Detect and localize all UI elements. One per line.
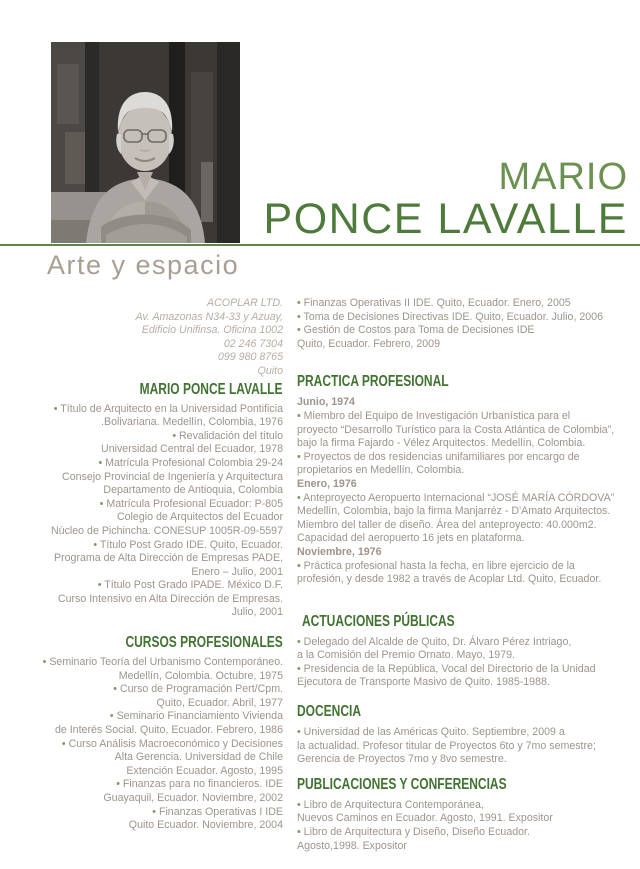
publications-list [297,799,640,853]
text-line: .Bolivariana. Medellín, Colombia, 1976 [101,416,283,429]
section-heading-row [30,634,283,652]
bullet-icon: • [297,450,304,463]
bullet-icon: • [297,409,304,422]
text-line: • Título de Arquitecto en la Universidad Pontificia [53,402,284,415]
public-roles-list [297,636,640,690]
section-heading-row [30,381,283,399]
bullet-icon: • [98,456,106,469]
text-line: Quito, Ecuador. Febrero, 2009 [297,337,440,350]
text-line: • Miembro del Equipo de Investigación Urbanística para el [297,409,571,422]
date-line: Enero, 1976 [297,477,357,490]
bullet-icon: • [297,635,304,648]
text-line: • Delegado del Alcalde de Quito, Dr. Álvaro Pérez Intriago, [297,635,572,648]
bullet-icon: • [297,297,304,309]
portrait-photo [51,42,240,243]
text-line: 02 246 7304 [223,337,283,350]
text-line: Departamento de Antioquia, Colombia [103,484,284,497]
tagline: Arte y espacio [47,250,240,280]
text-line: ACOPLAR LTD. [207,297,283,309]
text-line: Agosto,1998. Expositor [297,839,407,852]
portrait-photo-image [51,42,240,243]
bullet-icon: • [172,429,180,442]
text-line: Capacidad del aeropuerto 16 jets en plataforma. [297,532,525,545]
text-line: Extención Ecuador. Agosto, 1995 [126,764,283,777]
text-line: a la Comisión del Premio Ornato. Mayo, 1979. [297,649,515,662]
bullet-icon: • [152,805,159,818]
courses-list [30,656,283,833]
text-line: de Interés Social. Quito, Ecuador. Febrero, 1986 [54,724,283,737]
bullet-icon: • [297,662,304,675]
text-line: Ejecutora de Transporte Masivo de Quito. 1985-1988. [297,676,550,689]
section-heading-practica-profesional: PRACTICA PROFESIONAL [297,373,449,391]
text-line: Núcleo de Pichincha. CONESUP 1005R-09-5597 [51,524,283,537]
text-line: Edificio Unifinsa. Oficina 1002 [141,324,283,337]
text-line: • Curso Análisis Macroeconómico y Decisiones [61,737,283,750]
text-line: Enero – Julio, 2001 [191,565,283,578]
text-line: • Práctica profesional hasta la fecha, en libre ejercicio de la [297,559,575,572]
text-line: Curso Intensivo en Alta Dirección de Empresas. [57,592,284,605]
divider-line [0,244,640,246]
section-heading-publicaciones-conferencias: PUBLICACIONES Y CONFERENCIAS [297,775,507,793]
text-line: Julio, 2001 [231,606,283,619]
text-line: • Anteproyecto Aeropuerto Internacional “JOSÉ MARÍA CÓRDOVA” [297,491,615,504]
text-line: Consejo Provincial de Ingeniería y Arquitectura [62,470,283,483]
bullet-icon: • [297,798,304,811]
text-line: • Matrícula Profesional Colombia 29-24 [98,456,284,469]
bullet-icon: • [297,324,304,337]
bullet-icon: • [61,737,69,750]
content-columns [30,297,640,853]
text-line: • Seminario Teoría del Urbanismo Contemporáneo. [42,656,284,669]
text-line: 099 980 8765 [217,351,283,364]
text-line: • Curso de Programación Pert/Cpm. [113,683,283,696]
text-line: • Matrícula Profesional Ecuador: P-805 [99,497,284,510]
text-line: • Finanzas Operativas II IDE. Quito, Ecuador. Enero, 2005 [297,297,571,309]
text-line: Quito [257,364,283,377]
bullet-icon: • [97,579,105,592]
text-line: Colegio de Arquitectos del Ecuador [116,511,284,524]
text-line: • Título Post Grado IPADE. México D.F. [97,579,283,592]
bullet-icon: • [42,656,50,669]
section-heading-mario-ponce-lavalle: MARIO PONCE LAVALLE [140,380,283,398]
text-line: • Finanzas Operativas I IDE [152,805,283,818]
professional-practice-list [297,396,640,586]
text-line: Guayaquil, Ecuador. Noviembre, 2002 [103,792,284,804]
date-line: Junio, 1974 [297,396,355,409]
text-line: Alta Gerencia. Universidad de Chile [114,751,283,764]
bullet-icon: • [297,826,304,839]
text-line: Programa de Alta Dirección de Empresas PADE, [53,552,284,565]
last-name: PONCE LAVALLE [263,195,628,243]
text-line: • Gestión de Costos para Toma de Decisiones IDE [297,324,535,337]
bullet-icon: • [297,559,304,572]
text-line: Miembro del taller de diseño. Área del anteproyecto: 40.000m2. [297,518,597,531]
text-line: bajo la firma Fajardo - Vélez Arquitectos. Medellín, Colombia. [297,437,586,450]
section-heading-row [297,373,640,391]
left-column [30,297,283,853]
text-line: • Finanzas para no financieros. IDE [116,778,283,791]
section-heading-docencia: DOCENCIA [297,703,362,721]
text-line: Gerencia de Proyectos 7mo y 8vo semestre. [297,753,507,766]
bullet-icon: • [297,310,304,323]
text-line: profesión, y desde 1982 a través de Acoplar Ltd. Quito, Ecuador. [297,573,602,586]
text-line: • Seminario Financiamiento Vivienda [109,710,283,723]
bullet-icon: • [109,710,117,723]
bullet-icon: • [93,538,100,551]
bullet-icon: • [297,491,304,504]
first-name: MARIO [498,156,628,198]
courses-continued-list [297,297,640,351]
name-block [264,157,628,242]
text-line: Quito Ecuador. Noviembre, 2004 [128,819,283,832]
text-line: • Título Post Grado IDE. Quito, Ecuador. [93,538,283,551]
text-line: Medellín, Colombia, bajo la firma Manjarréz - D'Amato Arquitectos. [297,505,611,518]
bullet-icon: • [99,497,107,510]
text-line: • Libro de Arquitectura Contemporánea, [297,798,484,811]
text-line: Medellín, Colombia. Octubre, 1975 [118,669,284,682]
text-line: Nuevos Caminos en Ecuador. Agosto, 1991. Expositor [297,812,553,825]
teaching-list [297,726,640,767]
section-heading-cursos-profesionales: CURSOS PROFESIONALES [125,634,283,652]
section-heading-row [297,703,640,721]
text-line: • Libro de Arquitectura y Diseño, Diseño Ecuador. [297,826,530,839]
text-line: • Presidencia de la República, Vocal del Directorio de la Unidad [297,662,596,675]
education-list [30,403,283,621]
section-heading-row [297,613,640,631]
text-line: Universidad Central del Ecuador, 1978 [101,443,284,456]
text-line: Quito, Ecuador. Abril, 1977 [156,696,283,709]
contact-address [30,297,283,379]
bullet-icon: • [116,778,123,791]
text-line: proyecto “Desarrollo Turístico para la Costa Atlántica de Colombia”, [297,423,615,436]
text-line: la actualidad. Profesor titular de Proyectos 6to y 7mo semestre; [297,739,596,752]
bullet-icon: • [297,726,304,739]
text-line: • Proyectos de dos residencias unifamiliares por encargo de [297,450,580,463]
text-line: Av. Amazonas N34-33 y Azuay, [135,310,283,323]
text-line: • Toma de Decisiones Directivas IDE. Quito, Ecuador. Julio, 2006 [297,310,603,323]
bullet-icon: • [113,683,120,696]
text-line: • Revalidación del título [172,429,283,442]
date-line: Noviembre, 1976 [297,545,382,558]
text-line: • Universidad de las Américas Quito. Septiembre, 2009 a [297,726,565,739]
text-line: propietarios en Medellín, Colombia. [297,464,465,477]
section-heading-row [297,776,640,794]
section-heading-actuaciones-publicas: ACTUACIONES PÚBLICAS [302,612,455,630]
bullet-icon: • [53,402,61,415]
right-column [297,297,640,853]
